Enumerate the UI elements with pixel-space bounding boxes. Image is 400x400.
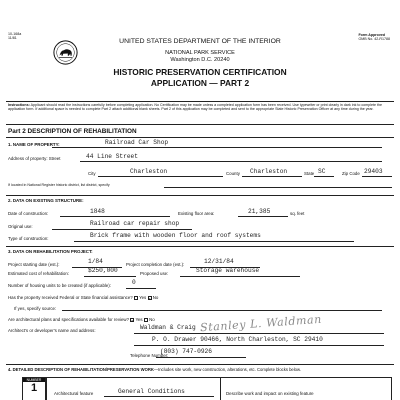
construction-date-label: Date of construction: — [8, 211, 49, 216]
section2-heading: 2. DATA ON EXISTING STRUCTURE: — [8, 198, 84, 203]
form-approval: Form Approved OMB No. 42-R1788 — [358, 33, 390, 42]
plans-question: Are architectural plans and specifications available for review? x Yes No — [8, 317, 155, 323]
item-number-box — [22, 377, 46, 400]
service-location: Washington D.C. 20240 — [170, 57, 230, 63]
property-name-value: Railroad Car Shop — [105, 139, 169, 146]
start-date-value: 1/84 — [88, 258, 103, 265]
architect-signature: Stanley L. Waldman — [199, 312, 323, 335]
instructions: Instructions: Applicant should read the instructions carefully before completing application. No Certification may be made unless a completed application form has been received. Use typewriter or print clearly in dark ink to complete the application form. If additional space is needed to complete Part 2 attach additional blank sheets. Part 2 of this application may be completed and sent to the appropriate State Historic Preservation Officer at any time during the year. — [8, 103, 382, 112]
cost-label: Estimated cost of rehabilitation: — [8, 271, 70, 276]
state-value: SC — [318, 168, 326, 175]
construction-date-value: 1848 — [90, 208, 105, 215]
feature-value: General Conditions — [118, 388, 185, 395]
county-label: County — [226, 171, 240, 176]
floor-area-label: Existing floor area: — [178, 211, 215, 216]
start-date-label: Project starting date (est.): — [8, 262, 60, 267]
housing-units-label: Number of housing units to be created (if applicable): — [8, 283, 111, 288]
architect-name-value: Waldman & Craig — [140, 324, 196, 331]
floor-area-unit: sq. feet — [290, 211, 305, 216]
agency-name: UNITED STATES DEPARTMENT OF THE INTERIOR — [119, 38, 281, 45]
floor-area-value: 21,385 — [248, 208, 271, 215]
service-name: NATIONAL PARK SERVICE — [165, 50, 235, 56]
plans-yes-checkbox[interactable]: x — [131, 317, 134, 323]
section4-heading: 4. DETAILED DESCRIPTION OF REHABILITATION/PRESERVATION WORK—Includes site work, new construction, alterations, etc. Complete blocks below. — [8, 367, 301, 372]
zip-value: 29403 — [364, 168, 383, 175]
construction-type-label: Type of construction: — [8, 236, 49, 241]
construction-type-value: Brick frame with wooden floor and roof systems — [90, 232, 261, 239]
assistance-yes-checkbox[interactable] — [134, 296, 138, 300]
feature-label: Architectural feature — [54, 391, 94, 396]
describe-work-label: Describe work and impact on existing feature — [226, 391, 314, 396]
phone-label: Telephone Number: — [130, 353, 169, 358]
form-title: HISTORIC PRESERVATION CERTIFICATION — [113, 67, 287, 77]
city-value: Charleston — [130, 168, 168, 175]
financial-assistance-question: Has the property received Federal or State financial assistance? Yes x No — [8, 295, 159, 301]
original-use-label: Original use: — [8, 224, 33, 229]
cost-value: $250,000 — [88, 267, 118, 274]
original-use-value: Railroad car repair shop — [90, 220, 180, 227]
county-value: Charleston — [250, 168, 288, 175]
proposed-use-label: Proposed use: — [140, 271, 169, 276]
assistance-no-checkbox[interactable]: x — [148, 295, 151, 301]
state-label: State — [304, 171, 315, 176]
form-number: 10-168a 11/81 — [8, 32, 22, 41]
completion-date-value: 12/31/84 — [204, 258, 234, 265]
architect-label: Architect's or developer's name and address: — [8, 328, 96, 333]
architect-address-value: P. O. Drawer 90466, North Charleston, SC 29410 — [152, 336, 323, 343]
district-note: If located in National Register historic district, list district, specify — [8, 183, 110, 187]
form-subtitle: APPLICATION — PART 2 — [150, 78, 250, 88]
item-detail-box — [46, 377, 392, 400]
street-value: 44 Line Street — [86, 153, 138, 160]
assistance-source-label: If yes, specify source: — [14, 306, 57, 311]
phone-value: (803) 747-0926 — [160, 348, 212, 355]
housing-units-value: 0 — [132, 279, 136, 286]
address-label: Address of property: Street — [8, 156, 61, 161]
part2-heading: Part 2 DESCRIPTION OF REHABILITATION — [8, 128, 137, 135]
section3-heading: 3. DATA ON REHABILITATION PROJECT: — [8, 249, 93, 254]
item-number-label: NUMBER — [23, 378, 45, 382]
item-number-value: 1 — [30, 382, 38, 395]
zip-label: Zip Code — [342, 171, 360, 176]
section1-heading: 1. NAME OF PROPERTY: — [8, 142, 60, 147]
proposed-use-value: Storage warehouse — [196, 267, 260, 274]
plans-no-checkbox[interactable] — [144, 318, 148, 322]
completion-date-label: Project completion date (est.): — [126, 262, 185, 267]
city-label: City — [88, 171, 96, 176]
